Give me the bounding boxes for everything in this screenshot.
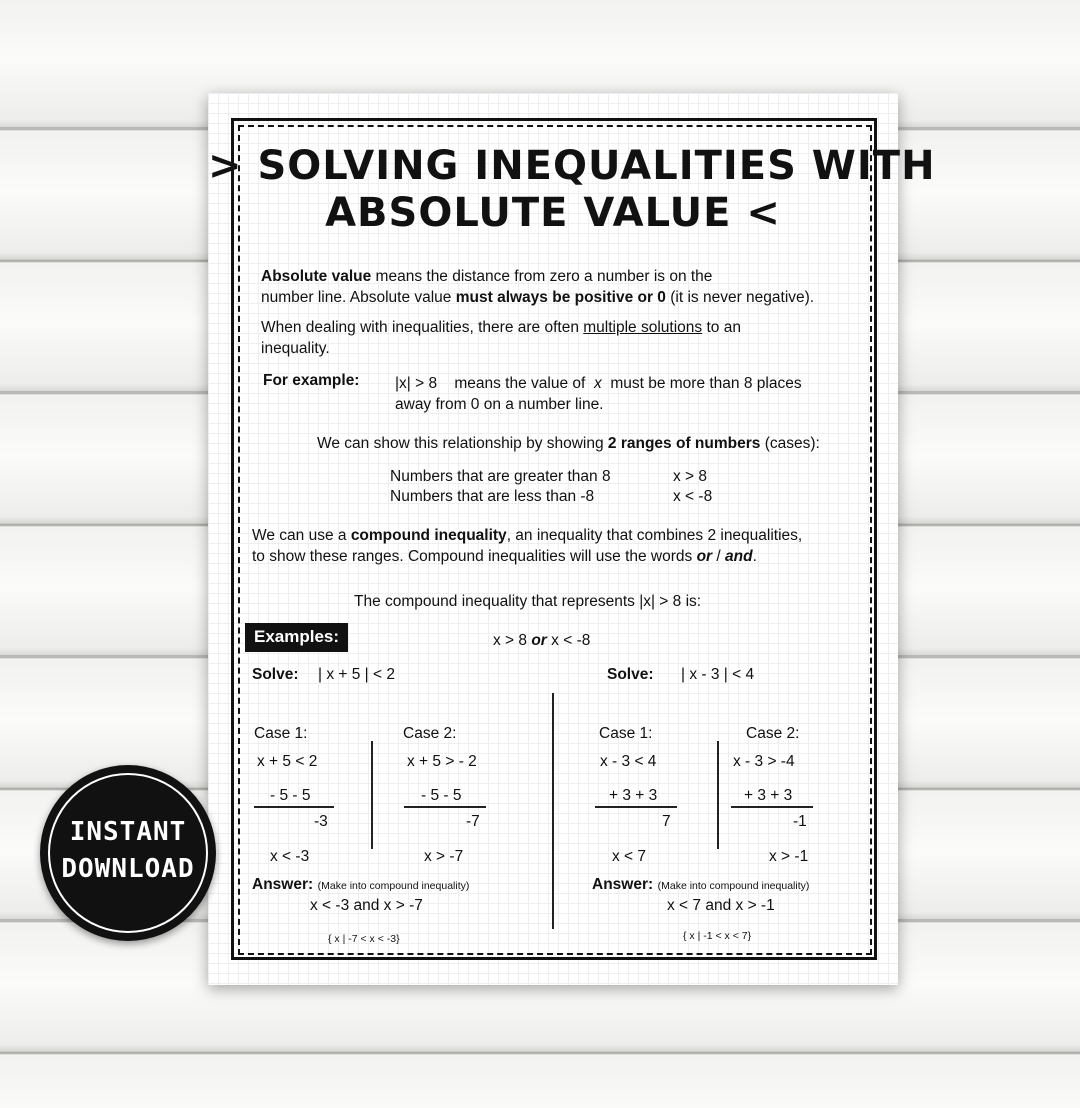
left-answer: Answer: (Make into compound inequality) — [252, 876, 470, 893]
right-set-notation: { x | -1 < x < 7} — [683, 930, 752, 942]
page-title-line1: > SOLVING INEQUALITIES WITH — [208, 143, 936, 189]
left-c1-step1: x + 5 < 2 — [257, 753, 318, 770]
left-solve-label: Solve: — [252, 666, 299, 683]
right-c2-step1: x - 3 > -4 — [733, 753, 795, 770]
right-answer-expr: x < 7 and x > -1 — [667, 897, 775, 914]
intro-p2-line1: When dealing with inequalities, there are often multiple solutions to an — [261, 319, 741, 336]
worksheet-page — [208, 93, 936, 985]
left-case-divider — [371, 741, 373, 849]
right-c1-rule — [595, 806, 677, 808]
for-example-line1: |x| > 8 means the value of x must be more than 8 places — [395, 375, 802, 392]
right-answer: Answer: (Make into compound inequality) — [592, 876, 810, 893]
right-solve-label: Solve: — [607, 666, 654, 683]
right-c1-step1: x - 3 < 4 — [600, 753, 657, 770]
term-absolute-value: Absolute value — [261, 268, 372, 285]
left-case2-label: Case 2: — [403, 725, 457, 742]
left-answer-expr: x < -3 and x > -7 — [310, 897, 423, 914]
right-c1-result: x < 7 — [612, 848, 647, 865]
left-c2-step3: -7 — [466, 813, 480, 830]
range-row2-label: Numbers that are less than -8 — [390, 488, 595, 505]
compound-result: x > 8 or x < -8 — [493, 632, 591, 649]
range-row1-label: Numbers that are greater than 8 — [390, 468, 611, 485]
right-c2-rule — [731, 806, 813, 808]
right-case1-label: Case 1: — [599, 725, 653, 742]
left-c1-result: x < -3 — [270, 848, 310, 865]
left-c2-rule — [404, 806, 486, 808]
badge-line1: INSTANT — [69, 817, 187, 847]
right-case-divider — [717, 741, 719, 849]
left-solve-expr: | x + 5 | < 2 — [318, 666, 395, 683]
page-title-line2: ABSOLUTE VALUE < — [325, 190, 781, 236]
left-c2-step2: - 5 - 5 — [421, 787, 462, 804]
intro-line1: Absolute value means the distance from zero a number is on the — [261, 268, 713, 285]
for-example-line2: away from 0 on a number line. — [395, 396, 604, 413]
left-c2-result: x > -7 — [424, 848, 464, 865]
right-case2-label: Case 2: — [746, 725, 800, 742]
examples-divider — [552, 693, 554, 929]
left-case1-label: Case 1: — [254, 725, 308, 742]
left-c1-step2: - 5 - 5 — [270, 787, 311, 804]
right-c1-step3: 7 — [662, 813, 671, 830]
compound-represents: The compound inequality that represents |x| > 8 is: — [354, 593, 702, 610]
left-set-notation: { x | -7 < x < -3} — [328, 933, 400, 945]
badge-line2: DOWNLOAD — [61, 854, 195, 884]
intro-line2: number line. Absolute value must always be positive or 0 (it is never negative). — [261, 289, 815, 306]
for-example-label: For example: — [263, 372, 360, 389]
left-c1-rule — [254, 806, 334, 808]
right-c2-step3: -1 — [793, 813, 807, 830]
left-c2-step1: x + 5 > - 2 — [407, 753, 477, 770]
ranges-intro: We can show this relationship by showing 2 ranges of numbers (cases): — [317, 435, 820, 452]
instant-download-badge — [40, 765, 216, 941]
intro-p2-line2: inequality. — [261, 340, 330, 357]
right-solve-expr: | x - 3 | < 4 — [681, 666, 755, 683]
range-row1-expr: x > 8 — [673, 468, 708, 485]
right-c1-step2: + 3 + 3 — [609, 787, 658, 804]
badge-ring — [48, 773, 208, 933]
left-c1-step3: -3 — [314, 813, 328, 830]
examples-heading: Examples: — [245, 623, 348, 652]
compound-line1: We can use a compound inequality, an inequality that combines 2 inequalities, — [252, 527, 803, 544]
range-row2-expr: x < -8 — [673, 488, 713, 505]
right-c2-result: x > -1 — [769, 848, 809, 865]
compound-line2: to show these ranges. Compound inequalities will use the words or / and. — [252, 548, 757, 565]
right-c2-step2: + 3 + 3 — [744, 787, 793, 804]
